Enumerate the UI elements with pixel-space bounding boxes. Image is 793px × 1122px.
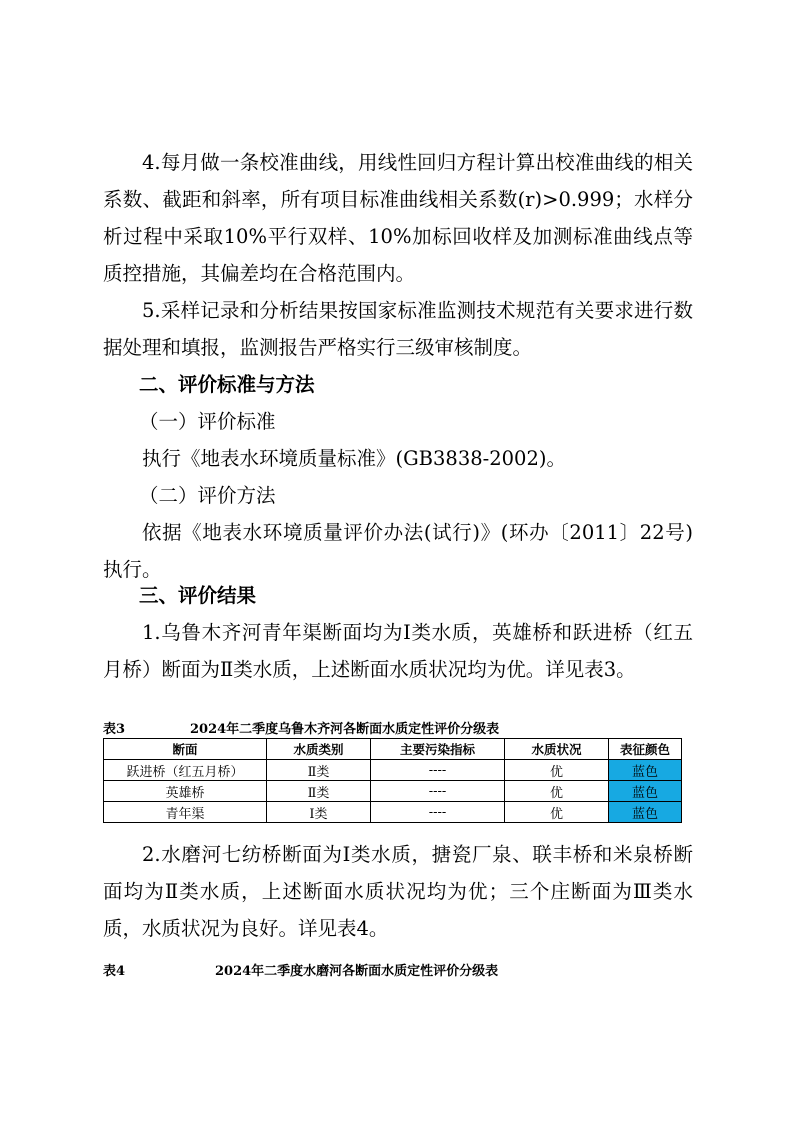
color-cell: 蓝色 xyxy=(609,802,682,823)
table3-header: 主要污染指标 xyxy=(371,739,505,760)
paragraph-result-2: 2.水磨河七纺桥断面为Ⅰ类水质，搪瓷厂泉、联丰桥和米泉桥断面均为Ⅱ类水质，上述断面水质状况均为优；三个庄断面为Ⅲ类水质，水质状况为良好。详见表4。 xyxy=(103,843,693,940)
table-cell: ---- xyxy=(371,781,505,802)
subheading-standard: （一）评价标准 xyxy=(139,410,276,433)
table-row xyxy=(104,760,682,781)
color-cell: 蓝色 xyxy=(609,760,682,781)
table-cell: 跃进桥（红五月桥） xyxy=(104,760,267,781)
table-cell: 优 xyxy=(505,760,609,781)
paragraph-qc-calibration: 4.每月做一条校准曲线，用线性回归方程计算出校准曲线的相关系数、截距和斜率，所有项目标准曲线相关系数(r)>0.999；水样分析过程中采取10%平行双样、10%加标回收样及加测标准曲线点等质控措施，其偏差均在合格范围内。 xyxy=(103,151,693,285)
table-cell: 优 xyxy=(505,781,609,802)
paragraph-standard: 执行《地表水环境质量标准》(GB3838-2002)。 xyxy=(142,447,566,470)
section-heading-2: 二、评价标准与方法 xyxy=(139,373,315,396)
table-cell: 青年渠 xyxy=(104,802,267,823)
table3-title: 2024年二季度乌鲁木齐河各断面水质定性评价分级表 xyxy=(190,722,500,737)
paragraph-method: 依据《地表水环境质量评价办法(试行)》(环办〔2011〕22号)执行。 xyxy=(103,521,693,581)
table-row xyxy=(104,802,682,823)
table4-label: 表4 xyxy=(103,964,126,979)
section-heading-3: 三、评价结果 xyxy=(139,584,257,607)
table-cell: 英雄桥 xyxy=(104,781,267,802)
paragraph-record-review: 5.采样记录和分析结果按国家标准监测技术规范有关要求进行数据处理和填报，监测报告严格实行三级审核制度。 xyxy=(103,299,693,359)
table3-header: 水质状况 xyxy=(505,739,609,760)
table-cell: ---- xyxy=(371,802,505,823)
paragraph-result-1: 1.乌鲁木齐河青年渠断面均为Ⅰ类水质，英雄桥和跃进桥（红五月桥）断面为Ⅱ类水质，上述断面水质状况均为优。详见表3。 xyxy=(103,621,693,681)
table-cell: Ⅰ类 xyxy=(267,802,371,823)
table-cell: Ⅱ类 xyxy=(267,760,371,781)
table3-header: 表征颜色 xyxy=(609,739,682,760)
table3-header: 断面 xyxy=(104,739,267,760)
table-cell: Ⅱ类 xyxy=(267,781,371,802)
table-row xyxy=(104,781,682,802)
table3-label: 表3 xyxy=(103,722,126,737)
table3-header: 水质类别 xyxy=(267,739,371,760)
table-cell: ---- xyxy=(371,760,505,781)
table-cell: 优 xyxy=(505,802,609,823)
table4-title: 2024年二季度水磨河各断面水质定性评价分级表 xyxy=(215,964,499,979)
subheading-method: （二）评价方法 xyxy=(139,484,276,507)
color-cell: 蓝色 xyxy=(609,781,682,802)
table3 xyxy=(103,738,682,823)
table3-header-row xyxy=(104,739,682,760)
